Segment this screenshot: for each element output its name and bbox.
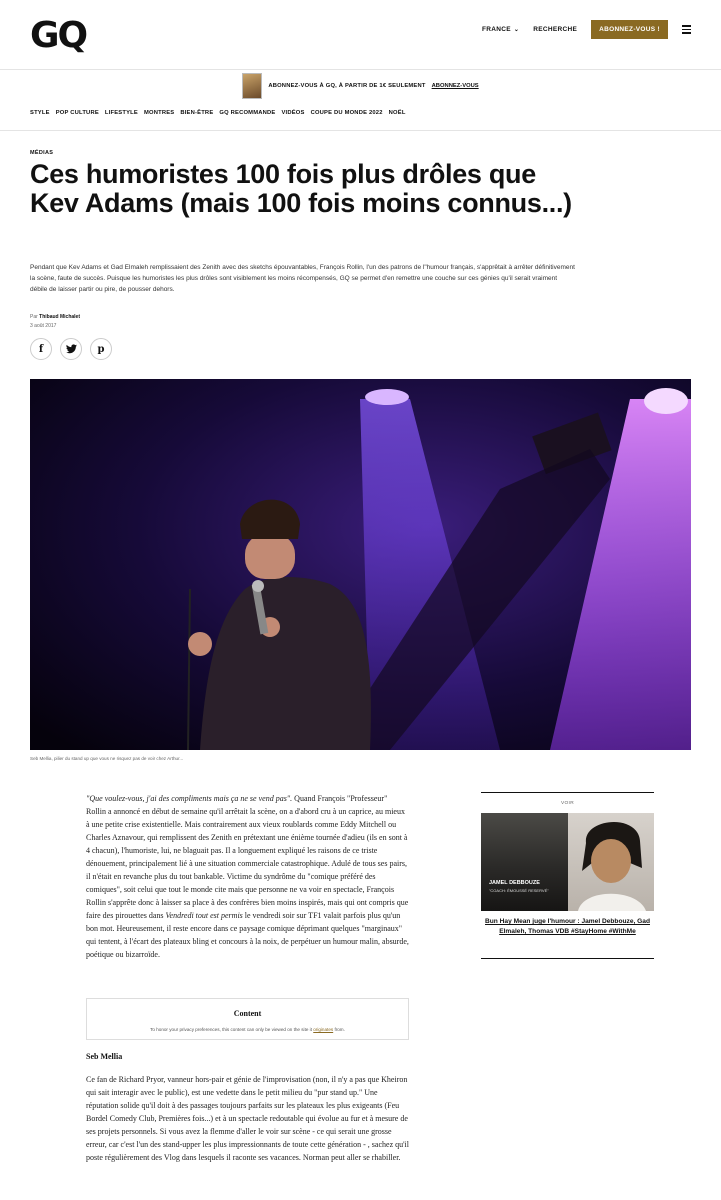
related-video-title[interactable]: Bun Hay Mean juge l'humour : Jamel Debbouze, Gad Elmaleh, Thomas VDB #StayHome #WithMe [485, 918, 650, 935]
nav-divider [0, 130, 721, 131]
intro-text-b: le vendredi soir sur TF1 valait parfois plus qu'un bon mot. Heureusement, il reste encore dans ce paysage comique déprimant quelques "marginaux" qui tentent, à l'écart des plateaux bling et concours à la noix, de perpétuer un humour malin, absurde, poétique ou bizarroïde. [86, 911, 409, 959]
facebook-icon[interactable]: f [30, 338, 52, 360]
hero-caption: Seb Mellia, pilier du stand up que vous ne risquez pas de voir chez Arthur... [30, 756, 184, 761]
author-link[interactable]: Thibaud Michalet [39, 314, 81, 320]
twitter-icon[interactable] [60, 338, 82, 360]
site-header [0, 0, 721, 70]
nav-item-videos[interactable]: VIDÉOS [281, 110, 305, 116]
thumb-left [481, 813, 568, 911]
embed-placeholder [86, 998, 409, 1040]
promo-subscribe-link[interactable]: ABONNEZ-VOUS [431, 83, 479, 89]
article-rubric[interactable]: MÉDIAS [30, 150, 54, 156]
video-thumbnail[interactable] [481, 813, 654, 911]
country-selector[interactable] [482, 26, 519, 33]
article-body [86, 792, 409, 961]
show-title: Vendredi tout est permis [165, 911, 243, 920]
related-label: VOIR [561, 801, 574, 806]
social-share [30, 338, 112, 360]
article-title: Ces humoristes 100 fois plus drôles que Kev Adams (mais 100 fois moins connus...) [30, 159, 572, 218]
nav-item-pop-culture[interactable]: POP CULTURE [55, 110, 99, 116]
nav-item-noel[interactable]: NOËL [388, 110, 406, 116]
menu-icon[interactable] [682, 25, 691, 34]
main-nav [30, 110, 406, 116]
embed-title: Content [233, 1009, 262, 1018]
nav-item-lifestyle[interactable]: LIFESTYLE [104, 110, 138, 116]
thumb-right [568, 813, 654, 911]
related-video [481, 792, 654, 959]
subscribe-button[interactable]: ABONNEZ-VOUS ! [591, 20, 668, 39]
gq-logo[interactable]: GQ [30, 15, 87, 56]
pinterest-icon[interactable]: p [90, 338, 112, 360]
nav-item-coupe-du-monde[interactable]: COUPE DU MONDE 2022 [310, 110, 383, 116]
nav-item-gq-recommande[interactable]: GQ RECOMMANDE [219, 110, 276, 116]
intro-text-a: Quand François "Professeur" Rollin a annoncé en début de semaine qu'il arrêtait la scène, on a d'abord cru à un caprice, au mieux à une petite crise existentielle. Mais contrairement aux vieux roublards comme Eddy Mitchell ou Charles Aznavour, qui remplissent des Zenith en prétextant une énième tournée d'adieu (ils en sont à 4 chacun), l'humoriste, lui, ne blaguait pas. Il a longuement expliqué les raisons de ce triste dénouement, principalement lié à une situation commerciale catastrophique. Adulé de tous ses pairs, il n'était en revanche plus du tout bankable. Victime du syndrôme du "comique préféré des comiques", soit celui que tout le monde cite mais que personne ne va voir en spectacle, François Rollin s'apprête donc à laisser sa place à des confrères bien moins inspirés, mais qui ont compris que faire des pirouettes dans [86, 794, 409, 920]
embed-origin-link[interactable]: originates [313, 1027, 334, 1032]
promo-banner [0, 70, 721, 102]
promo-text: ABONNEZ-VOUS À GQ, À PARTIR DE 1€ SEULEMENT [268, 83, 426, 89]
nav-item-bien-etre[interactable]: BIEN-ÊTRE [180, 110, 214, 116]
chevron-down-icon: ⌄ [513, 27, 520, 33]
hero-image [30, 379, 691, 750]
section-heading: Seb Mellia [86, 1052, 123, 1061]
magazine-cover-thumbnail[interactable] [242, 73, 262, 99]
thumb-subcaption: "COACH: ÉMOUSSÉ RESERVÉ" [489, 888, 549, 893]
header-actions [482, 20, 691, 39]
embed-note [87, 1027, 408, 1032]
paragraph-intro [86, 792, 409, 961]
byline-prefix: Par [30, 314, 38, 320]
article-dek: Pendant que Kev Adams et Gad Elmaleh remplissaient des Zenith avec des sketchs épouvantables, François Rollin, l'un des patrons de l"humour français, s'apprêtait à arrêter définitivement la scène, faute de succès. Puisque les humoristes les plus drôles sont visiblement les moins récompensés, GQ se permet d'en remettre une couche sur ces génies qu'il serait vraiment débile de laisser partir ou pire, de pousser dehors. [30, 264, 575, 293]
embed-note-b: from. [333, 1027, 345, 1032]
paragraph-seb-mellia: Ce fan de Richard Pryor, vanneur hors-pair et génie de l'improvisation (non, il n'y a pas que Kheiron qui sait interagir avec le public), est une vedette dans le petit milieu du "pur stand up." Une réputation solide qu'il doit à des passages toujours parfaits sur les plateaux les plus exigeants (Feu Bordel Comedy Club, Premières fois...) et à un spectacle redoutable qui évolue au fur et à mesure de ses projets personnels. Si vous avez la flemme d'aller le voir sur scène - ce qui serait une grosse erreur, car c'est l'un des stand-upper les plus impressionnants de toute cette génération - , sachez qu'il poste régulièrement des Vlog dans lesquels il raconte ses vacances. Norman peut aller se rhabiller. [86, 1075, 410, 1162]
nav-item-montres[interactable]: MONTRES [143, 110, 175, 116]
intro-quote: "Que voulez-vous, j'ai des compliments mais ça ne se vend pas". [86, 794, 293, 803]
embed-note-a: To honor your privacy preferences, this content can only be viewed on the site it [150, 1027, 314, 1032]
thumb-caption: JAMEL DEBBOUZE [489, 880, 540, 886]
article-byline [30, 314, 80, 320]
country-label: FRANCE [482, 26, 511, 33]
nav-item-style[interactable]: STYLE [30, 110, 50, 116]
publish-date: 3 août 2017 [30, 323, 57, 329]
search-link[interactable]: RECHERCHE [533, 26, 578, 33]
